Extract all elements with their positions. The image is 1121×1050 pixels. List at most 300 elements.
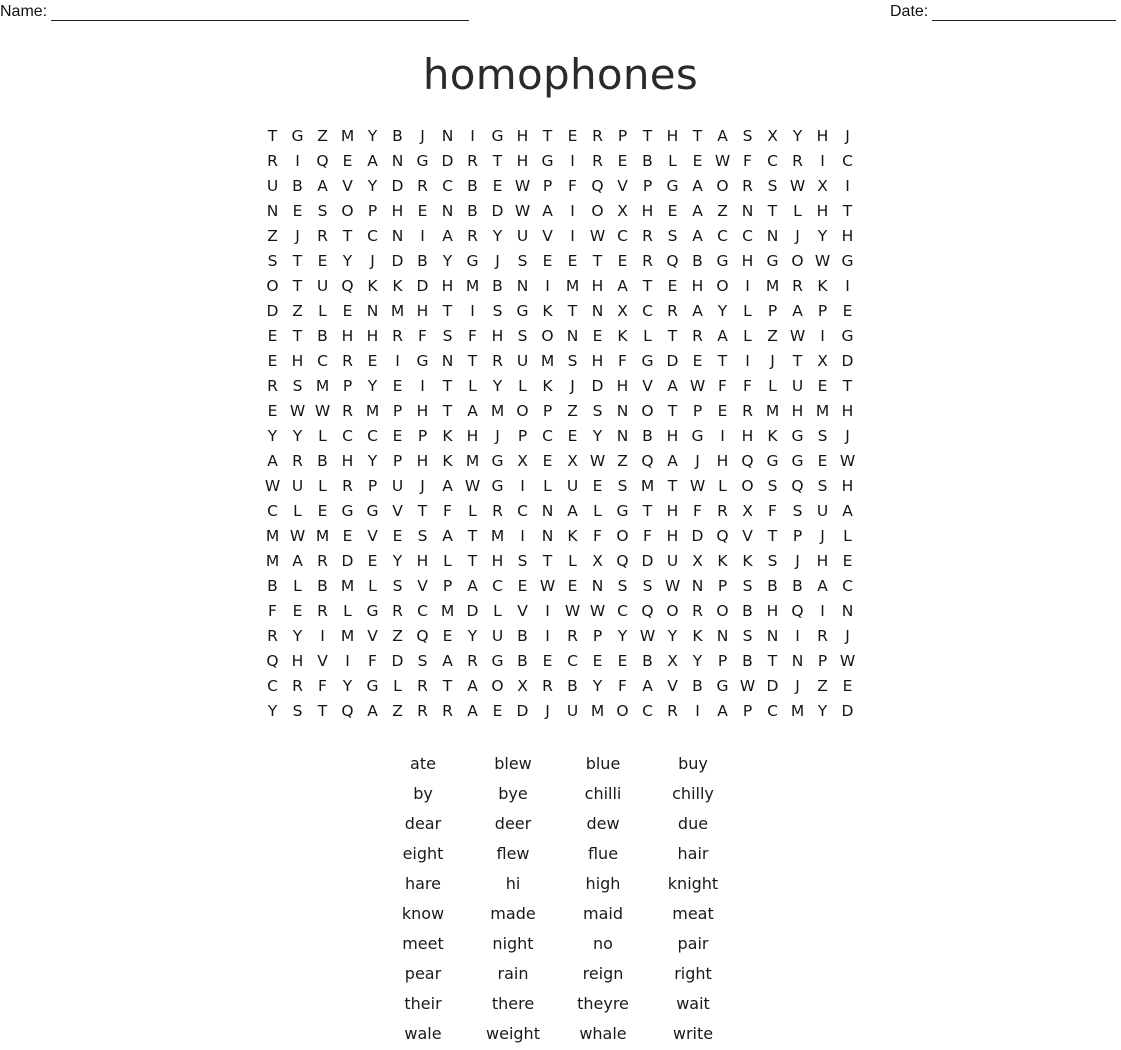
grid-letter[interactable]: Y: [392, 552, 403, 570]
grid-letter[interactable]: B: [467, 177, 478, 195]
grid-letter[interactable]: R: [317, 602, 328, 620]
grid-letter[interactable]: R: [267, 377, 278, 395]
grid-letter[interactable]: R: [592, 152, 603, 170]
grid-letter[interactable]: A: [292, 552, 303, 570]
grid-letter[interactable]: Y: [367, 127, 378, 145]
grid-letter[interactable]: T: [842, 377, 853, 395]
grid-letter[interactable]: S: [492, 302, 503, 320]
grid-letter[interactable]: G: [841, 252, 854, 270]
grid-letter[interactable]: B: [317, 452, 328, 470]
grid-letter[interactable]: R: [467, 227, 478, 245]
grid-letter[interactable]: W: [814, 252, 831, 270]
grid-letter[interactable]: L: [668, 152, 677, 170]
grid-letter[interactable]: L: [518, 377, 527, 395]
grid-letter[interactable]: S: [767, 477, 778, 495]
grid-letter[interactable]: R: [267, 152, 278, 170]
grid-letter[interactable]: E: [567, 427, 578, 445]
grid-letter[interactable]: K: [567, 527, 578, 545]
grid-letter[interactable]: E: [392, 527, 403, 545]
grid-letter[interactable]: D: [416, 277, 429, 295]
grid-letter[interactable]: U: [291, 477, 304, 495]
grid-letter[interactable]: Q: [341, 702, 354, 720]
grid-letter[interactable]: Q: [641, 602, 654, 620]
grid-letter[interactable]: A: [367, 702, 378, 720]
grid-letter[interactable]: L: [318, 477, 327, 495]
grid-letter[interactable]: H: [816, 127, 829, 145]
grid-letter[interactable]: N: [441, 127, 454, 145]
grid-letter[interactable]: E: [667, 202, 678, 220]
grid-letter[interactable]: S: [817, 477, 828, 495]
grid-letter[interactable]: W: [789, 327, 806, 345]
grid-letter[interactable]: M: [490, 527, 505, 545]
grid-letter[interactable]: D: [666, 352, 679, 370]
grid-letter[interactable]: I: [320, 627, 325, 645]
grid-letter[interactable]: Y: [592, 427, 603, 445]
grid-letter[interactable]: A: [267, 452, 278, 470]
grid-letter[interactable]: T: [417, 502, 428, 520]
grid-letter[interactable]: Q: [266, 652, 279, 670]
grid-letter[interactable]: S: [742, 577, 753, 595]
grid-letter[interactable]: Q: [616, 552, 629, 570]
grid-letter[interactable]: A: [717, 127, 728, 145]
grid-letter[interactable]: Q: [791, 602, 804, 620]
grid-letter[interactable]: T: [642, 502, 653, 520]
grid-letter[interactable]: Z: [392, 627, 403, 645]
grid-letter[interactable]: D: [391, 252, 404, 270]
grid-letter[interactable]: A: [367, 152, 378, 170]
grid-letter[interactable]: R: [292, 452, 303, 470]
date-field[interactable]: [890, 3, 1116, 21]
grid-letter[interactable]: L: [443, 552, 452, 570]
grid-letter[interactable]: H: [416, 402, 429, 420]
grid-letter[interactable]: H: [391, 202, 404, 220]
grid-letter[interactable]: O: [666, 602, 679, 620]
grid-letter[interactable]: I: [545, 602, 550, 620]
grid-letter[interactable]: N: [566, 327, 579, 345]
grid-letter[interactable]: I: [795, 627, 800, 645]
grid-letter[interactable]: K: [692, 627, 703, 645]
grid-letter[interactable]: L: [393, 677, 402, 695]
grid-letter[interactable]: W: [314, 402, 331, 420]
grid-letter[interactable]: N: [791, 652, 804, 670]
grid-letter[interactable]: E: [567, 577, 578, 595]
grid-letter[interactable]: M: [315, 527, 330, 545]
grid-letter[interactable]: I: [845, 177, 850, 195]
grid-letter[interactable]: I: [570, 227, 575, 245]
grid-letter[interactable]: B: [392, 127, 403, 145]
grid-letter[interactable]: C: [842, 577, 853, 595]
grid-letter[interactable]: C: [267, 677, 278, 695]
grid-letter[interactable]: C: [367, 427, 378, 445]
grid-letter[interactable]: I: [395, 352, 400, 370]
grid-letter[interactable]: P: [367, 202, 378, 220]
grid-letter[interactable]: B: [517, 627, 528, 645]
grid-letter[interactable]: A: [692, 202, 703, 220]
grid-letter[interactable]: S: [617, 577, 628, 595]
grid-letter[interactable]: E: [342, 302, 353, 320]
grid-letter[interactable]: I: [545, 277, 550, 295]
grid-letter[interactable]: H: [366, 327, 379, 345]
grid-letter[interactable]: I: [745, 277, 750, 295]
grid-letter[interactable]: L: [643, 327, 652, 345]
grid-letter[interactable]: U: [791, 377, 804, 395]
grid-letter[interactable]: Y: [692, 652, 703, 670]
grid-letter[interactable]: W: [289, 402, 306, 420]
grid-letter[interactable]: I: [420, 227, 425, 245]
grid-letter[interactable]: Y: [367, 452, 378, 470]
grid-letter[interactable]: R: [567, 627, 578, 645]
grid-letter[interactable]: O: [341, 202, 354, 220]
grid-letter[interactable]: K: [442, 427, 453, 445]
grid-letter[interactable]: H: [666, 127, 679, 145]
grid-letter[interactable]: L: [293, 502, 302, 520]
grid-letter[interactable]: E: [317, 502, 328, 520]
grid-letter[interactable]: F: [643, 527, 652, 545]
grid-letter[interactable]: R: [792, 277, 803, 295]
grid-letter[interactable]: C: [417, 602, 428, 620]
grid-letter[interactable]: G: [541, 152, 554, 170]
grid-letter[interactable]: N: [591, 302, 604, 320]
grid-letter[interactable]: S: [642, 577, 653, 595]
grid-letter[interactable]: T: [667, 327, 678, 345]
grid-letter[interactable]: V: [542, 227, 553, 245]
grid-letter[interactable]: S: [517, 252, 528, 270]
grid-letter[interactable]: Y: [667, 627, 678, 645]
grid-letter[interactable]: I: [520, 527, 525, 545]
grid-letter[interactable]: A: [542, 202, 553, 220]
grid-letter[interactable]: R: [292, 677, 303, 695]
grid-letter[interactable]: I: [295, 152, 300, 170]
grid-letter[interactable]: T: [442, 302, 453, 320]
grid-letter[interactable]: M: [565, 277, 580, 295]
grid-letter[interactable]: I: [470, 302, 475, 320]
grid-letter[interactable]: M: [790, 702, 805, 720]
grid-letter[interactable]: E: [592, 477, 603, 495]
grid-letter[interactable]: R: [642, 227, 653, 245]
grid-letter[interactable]: D: [516, 702, 529, 720]
grid-letter[interactable]: C: [267, 502, 278, 520]
grid-letter[interactable]: H: [641, 202, 654, 220]
grid-letter[interactable]: O: [716, 177, 729, 195]
grid-letter[interactable]: W: [714, 152, 731, 170]
grid-letter[interactable]: W: [514, 202, 531, 220]
grid-letter[interactable]: B: [292, 177, 303, 195]
grid-letter[interactable]: Y: [717, 302, 728, 320]
grid-letter[interactable]: Y: [292, 427, 303, 445]
grid-letter[interactable]: C: [342, 427, 353, 445]
grid-letter[interactable]: O: [591, 202, 604, 220]
grid-letter[interactable]: A: [717, 327, 728, 345]
grid-letter[interactable]: A: [717, 702, 728, 720]
grid-letter[interactable]: X: [742, 502, 753, 520]
grid-letter[interactable]: R: [317, 552, 328, 570]
grid-letter[interactable]: H: [591, 277, 604, 295]
grid-letter[interactable]: C: [367, 227, 378, 245]
grid-letter[interactable]: D: [466, 602, 479, 620]
grid-letter[interactable]: T: [692, 127, 703, 145]
grid-letter[interactable]: K: [392, 277, 403, 295]
grid-letter[interactable]: H: [466, 427, 479, 445]
grid-letter[interactable]: H: [766, 602, 779, 620]
grid-letter[interactable]: H: [741, 252, 754, 270]
grid-letter[interactable]: W: [664, 577, 681, 595]
grid-letter[interactable]: F: [443, 502, 452, 520]
grid-letter[interactable]: N: [766, 627, 779, 645]
grid-letter[interactable]: A: [667, 377, 678, 395]
grid-letter[interactable]: Y: [442, 252, 453, 270]
grid-letter[interactable]: G: [341, 502, 354, 520]
grid-letter[interactable]: R: [342, 477, 353, 495]
grid-letter[interactable]: R: [342, 402, 353, 420]
grid-letter[interactable]: A: [842, 502, 853, 520]
grid-letter[interactable]: S: [792, 502, 803, 520]
grid-letter[interactable]: Y: [592, 677, 603, 695]
grid-letter[interactable]: A: [317, 177, 328, 195]
grid-letter[interactable]: L: [493, 602, 502, 620]
grid-letter[interactable]: S: [317, 202, 328, 220]
grid-letter[interactable]: E: [567, 127, 578, 145]
grid-letter[interactable]: E: [842, 552, 853, 570]
grid-letter[interactable]: L: [468, 502, 477, 520]
grid-letter[interactable]: R: [542, 677, 553, 695]
grid-letter[interactable]: T: [792, 352, 803, 370]
grid-letter[interactable]: H: [616, 377, 629, 395]
grid-letter[interactable]: D: [841, 352, 854, 370]
grid-letter[interactable]: C: [542, 427, 553, 445]
grid-letter[interactable]: Z: [292, 302, 303, 320]
grid-letter[interactable]: A: [817, 577, 828, 595]
grid-letter[interactable]: T: [567, 302, 578, 320]
grid-letter[interactable]: L: [718, 477, 727, 495]
grid-letter[interactable]: W: [839, 452, 856, 470]
grid-letter[interactable]: P: [542, 177, 553, 195]
grid-letter[interactable]: T: [467, 527, 478, 545]
grid-letter[interactable]: G: [491, 452, 504, 470]
grid-letter[interactable]: O: [791, 252, 804, 270]
grid-letter[interactable]: R: [592, 127, 603, 145]
grid-letter[interactable]: A: [442, 227, 453, 245]
grid-letter[interactable]: M: [365, 402, 380, 420]
grid-letter[interactable]: S: [267, 252, 278, 270]
grid-letter[interactable]: Y: [342, 677, 353, 695]
grid-letter[interactable]: A: [667, 452, 678, 470]
grid-letter[interactable]: V: [367, 627, 378, 645]
grid-letter[interactable]: D: [641, 552, 654, 570]
grid-letter[interactable]: O: [266, 277, 279, 295]
grid-letter[interactable]: Z: [567, 402, 578, 420]
grid-letter[interactable]: P: [367, 477, 378, 495]
grid-letter[interactable]: L: [543, 477, 552, 495]
grid-letter[interactable]: B: [317, 577, 328, 595]
grid-letter[interactable]: S: [767, 177, 778, 195]
grid-letter[interactable]: J: [545, 702, 550, 720]
date-blank-line[interactable]: [932, 3, 1116, 21]
grid-letter[interactable]: Y: [492, 227, 503, 245]
grid-letter[interactable]: Z: [717, 202, 728, 220]
grid-letter[interactable]: F: [418, 327, 427, 345]
grid-letter[interactable]: K: [742, 552, 753, 570]
grid-letter[interactable]: J: [495, 427, 500, 445]
grid-letter[interactable]: H: [741, 427, 754, 445]
grid-letter[interactable]: S: [292, 702, 303, 720]
grid-letter[interactable]: A: [467, 677, 478, 695]
grid-letter[interactable]: J: [495, 252, 500, 270]
grid-letter[interactable]: O: [616, 702, 629, 720]
grid-letter[interactable]: C: [492, 577, 503, 595]
grid-letter[interactable]: R: [792, 152, 803, 170]
grid-letter[interactable]: N: [541, 502, 554, 520]
grid-letter[interactable]: E: [817, 452, 828, 470]
grid-letter[interactable]: H: [291, 652, 304, 670]
grid-letter[interactable]: S: [517, 552, 528, 570]
grid-letter[interactable]: E: [842, 302, 853, 320]
grid-letter[interactable]: E: [392, 427, 403, 445]
grid-letter[interactable]: C: [567, 652, 578, 670]
grid-letter[interactable]: A: [792, 302, 803, 320]
grid-letter[interactable]: H: [841, 227, 854, 245]
grid-letter[interactable]: J: [420, 127, 425, 145]
grid-letter[interactable]: E: [342, 527, 353, 545]
grid-letter[interactable]: Y: [817, 227, 828, 245]
grid-letter[interactable]: G: [766, 452, 779, 470]
grid-letter[interactable]: J: [795, 227, 800, 245]
grid-letter[interactable]: Q: [666, 252, 679, 270]
grid-letter[interactable]: N: [591, 577, 604, 595]
grid-letter[interactable]: Y: [342, 252, 353, 270]
grid-letter[interactable]: J: [295, 227, 300, 245]
grid-letter[interactable]: E: [367, 352, 378, 370]
grid-letter[interactable]: I: [470, 127, 475, 145]
grid-letter[interactable]: M: [765, 402, 780, 420]
grid-letter[interactable]: H: [291, 352, 304, 370]
grid-letter[interactable]: G: [491, 477, 504, 495]
grid-letter[interactable]: L: [468, 377, 477, 395]
grid-letter[interactable]: R: [467, 652, 478, 670]
grid-letter[interactable]: T: [767, 527, 778, 545]
grid-letter[interactable]: A: [442, 477, 453, 495]
grid-letter[interactable]: E: [617, 152, 628, 170]
grid-letter[interactable]: K: [767, 427, 778, 445]
grid-letter[interactable]: J: [820, 527, 825, 545]
grid-letter[interactable]: L: [318, 427, 327, 445]
grid-letter[interactable]: G: [416, 352, 429, 370]
grid-letter[interactable]: L: [368, 577, 377, 595]
grid-letter[interactable]: M: [490, 402, 505, 420]
grid-letter[interactable]: C: [742, 227, 753, 245]
grid-letter[interactable]: H: [591, 352, 604, 370]
grid-letter[interactable]: G: [841, 327, 854, 345]
grid-letter[interactable]: T: [292, 252, 303, 270]
grid-letter[interactable]: P: [342, 377, 353, 395]
grid-letter[interactable]: Q: [416, 627, 429, 645]
grid-letter[interactable]: F: [318, 677, 327, 695]
grid-letter[interactable]: P: [692, 402, 703, 420]
grid-letter[interactable]: I: [720, 427, 725, 445]
grid-letter[interactable]: N: [391, 227, 404, 245]
grid-letter[interactable]: C: [317, 352, 328, 370]
grid-letter[interactable]: T: [442, 377, 453, 395]
grid-letter[interactable]: C: [767, 702, 778, 720]
grid-letter[interactable]: E: [442, 627, 453, 645]
grid-letter[interactable]: L: [843, 527, 852, 545]
grid-letter[interactable]: B: [767, 577, 778, 595]
grid-letter[interactable]: N: [266, 202, 279, 220]
grid-letter[interactable]: W: [464, 477, 481, 495]
grid-letter[interactable]: E: [492, 702, 503, 720]
grid-letter[interactable]: W: [789, 177, 806, 195]
grid-letter[interactable]: P: [542, 402, 553, 420]
grid-letter[interactable]: T: [767, 652, 778, 670]
grid-letter[interactable]: Y: [267, 702, 278, 720]
grid-letter[interactable]: C: [442, 177, 453, 195]
grid-letter[interactable]: H: [416, 552, 429, 570]
grid-letter[interactable]: H: [441, 277, 454, 295]
grid-letter[interactable]: H: [841, 477, 854, 495]
grid-letter[interactable]: O: [641, 402, 654, 420]
grid-letter[interactable]: T: [267, 127, 278, 145]
grid-letter[interactable]: R: [692, 602, 703, 620]
grid-letter[interactable]: Y: [367, 377, 378, 395]
grid-letter[interactable]: K: [542, 377, 553, 395]
grid-letter[interactable]: B: [642, 152, 653, 170]
grid-letter[interactable]: R: [492, 502, 503, 520]
grid-letter[interactable]: Y: [617, 627, 628, 645]
grid-letter[interactable]: L: [593, 502, 602, 520]
grid-letter[interactable]: G: [616, 502, 629, 520]
grid-letter[interactable]: T: [442, 402, 453, 420]
grid-letter[interactable]: T: [842, 202, 853, 220]
grid-letter[interactable]: A: [692, 227, 703, 245]
grid-letter[interactable]: I: [820, 327, 825, 345]
grid-letter[interactable]: V: [517, 602, 528, 620]
grid-letter[interactable]: A: [617, 277, 628, 295]
grid-letter[interactable]: A: [692, 302, 703, 320]
grid-letter[interactable]: W: [739, 677, 756, 695]
grid-letter[interactable]: Y: [792, 127, 803, 145]
name-blank-line[interactable]: [51, 3, 469, 21]
grid-letter[interactable]: X: [817, 352, 828, 370]
grid-letter[interactable]: B: [642, 427, 653, 445]
grid-letter[interactable]: J: [845, 127, 850, 145]
grid-letter[interactable]: D: [341, 552, 354, 570]
grid-letter[interactable]: J: [795, 552, 800, 570]
grid-letter[interactable]: L: [743, 327, 752, 345]
grid-letter[interactable]: F: [368, 652, 377, 670]
grid-letter[interactable]: D: [841, 702, 854, 720]
grid-letter[interactable]: J: [570, 377, 575, 395]
grid-letter[interactable]: D: [691, 527, 704, 545]
grid-letter[interactable]: H: [791, 402, 804, 420]
grid-letter[interactable]: R: [642, 252, 653, 270]
grid-letter[interactable]: S: [292, 377, 303, 395]
grid-letter[interactable]: D: [391, 652, 404, 670]
grid-letter[interactable]: P: [517, 427, 528, 445]
grid-letter[interactable]: H: [666, 502, 679, 520]
grid-letter[interactable]: G: [366, 677, 379, 695]
grid-letter[interactable]: K: [367, 277, 378, 295]
grid-letter[interactable]: P: [742, 702, 753, 720]
grid-letter[interactable]: H: [516, 152, 529, 170]
grid-letter[interactable]: W: [689, 477, 706, 495]
grid-letter[interactable]: R: [442, 702, 453, 720]
grid-letter[interactable]: W: [589, 452, 606, 470]
grid-letter[interactable]: K: [542, 302, 553, 320]
grid-letter[interactable]: L: [318, 302, 327, 320]
grid-letter[interactable]: B: [467, 202, 478, 220]
grid-letter[interactable]: Q: [591, 177, 604, 195]
grid-letter[interactable]: R: [342, 352, 353, 370]
grid-letter[interactable]: B: [492, 277, 503, 295]
